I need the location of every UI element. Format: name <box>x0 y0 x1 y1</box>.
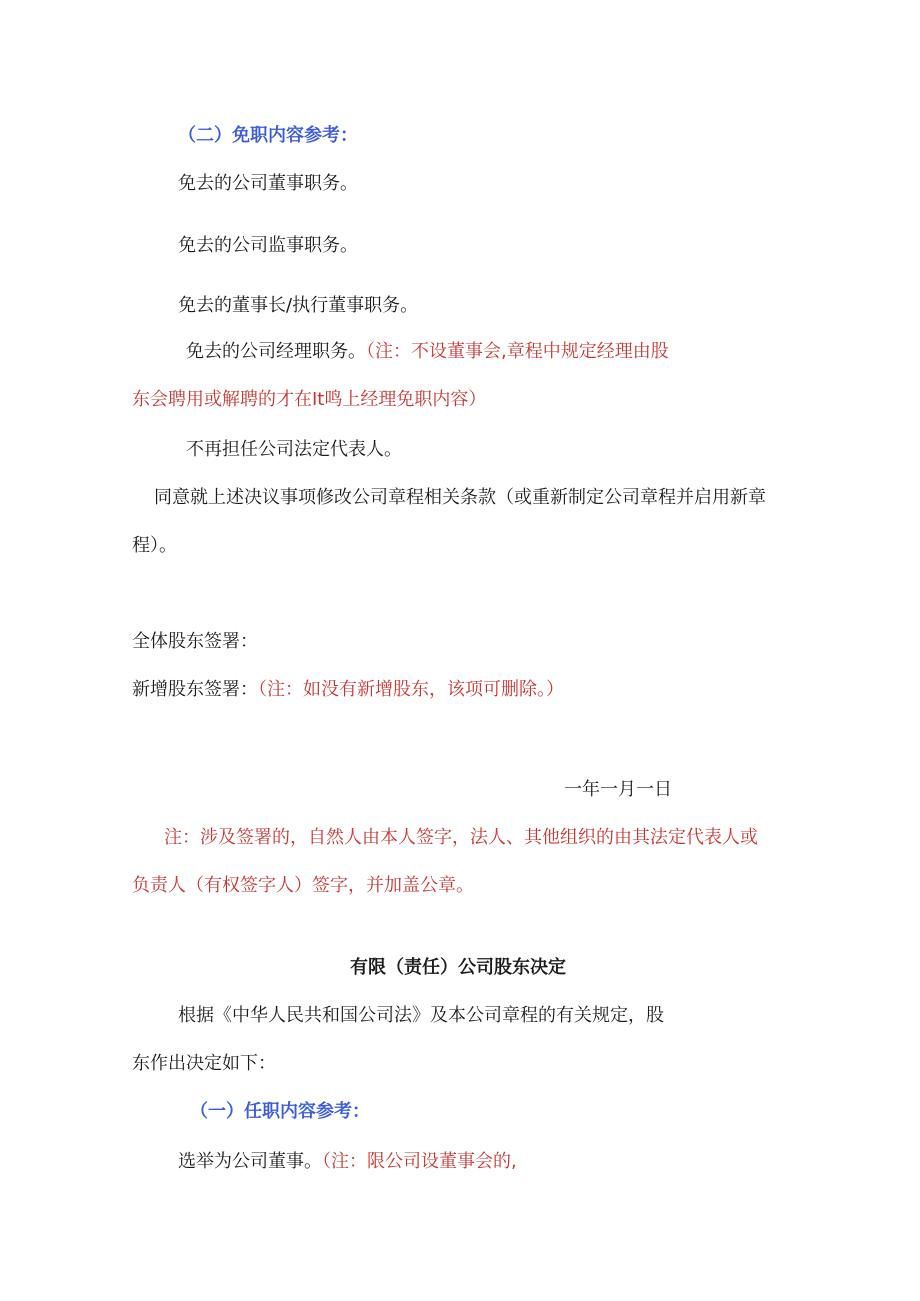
section-heading-dismissal: （二）免职内容参考： <box>178 125 358 146</box>
dismissal-item-director: 免去的公司董事职务。 <box>178 173 358 194</box>
signature-note-line1: 注：涉及签署的，自然人由本人签字，法人、其他组织的由其法定代表人或 <box>164 827 758 848</box>
date-line: 一年一月一日 <box>564 779 672 800</box>
dismissal-item-chairman: 免去的董事长/执行董事职务。 <box>178 295 419 316</box>
decision-title: 有限（责任）公司股东决定 <box>350 957 566 978</box>
new-shareholders-sign-label: 新增股东签署： <box>132 679 258 700</box>
signature-note-line2: 负责人（有权签字人）签字，并加盖公章。 <box>132 875 474 896</box>
elect-director-note: （注：限公司设董事会的, <box>322 1151 517 1172</box>
amend-charter-line2: 程）。 <box>132 535 177 556</box>
new-shareholders-sign-row <box>132 678 564 702</box>
section-heading-appointment: （一）任职内容参考： <box>190 1101 370 1122</box>
decision-intro-line2: 东作出决定如下： <box>132 1053 276 1074</box>
manager-note-part1: （注：不设董事会,章程中规定经理由股 <box>366 341 669 362</box>
dismissal-item-manager <box>186 340 669 364</box>
amend-charter-line1: 同意就上述决议事项修改公司章程相关条款（或重新制定公司章程并启用新章 <box>154 487 766 508</box>
no-longer-legal-rep: 不再担任公司法定代表人。 <box>186 439 402 460</box>
manager-note-part2: 东会聘用或解聘的才在It鸣上经理免职内容） <box>132 389 487 410</box>
elect-director-row <box>178 1150 517 1174</box>
manager-dismissal-text: 免去的公司经理职务。 <box>186 341 366 362</box>
elect-director-text: 选举为公司董事。 <box>178 1151 322 1172</box>
new-shareholders-note: （注：如没有新增股东，该项可删除。） <box>258 679 564 700</box>
decision-intro-line1: 根据《中华人民共和国公司法》及本公司章程的有关规定，股 <box>178 1005 664 1026</box>
dismissal-item-supervisor: 免去的公司监事职务。 <box>178 235 358 256</box>
all-shareholders-sign: 全体股东签署： <box>132 631 258 652</box>
